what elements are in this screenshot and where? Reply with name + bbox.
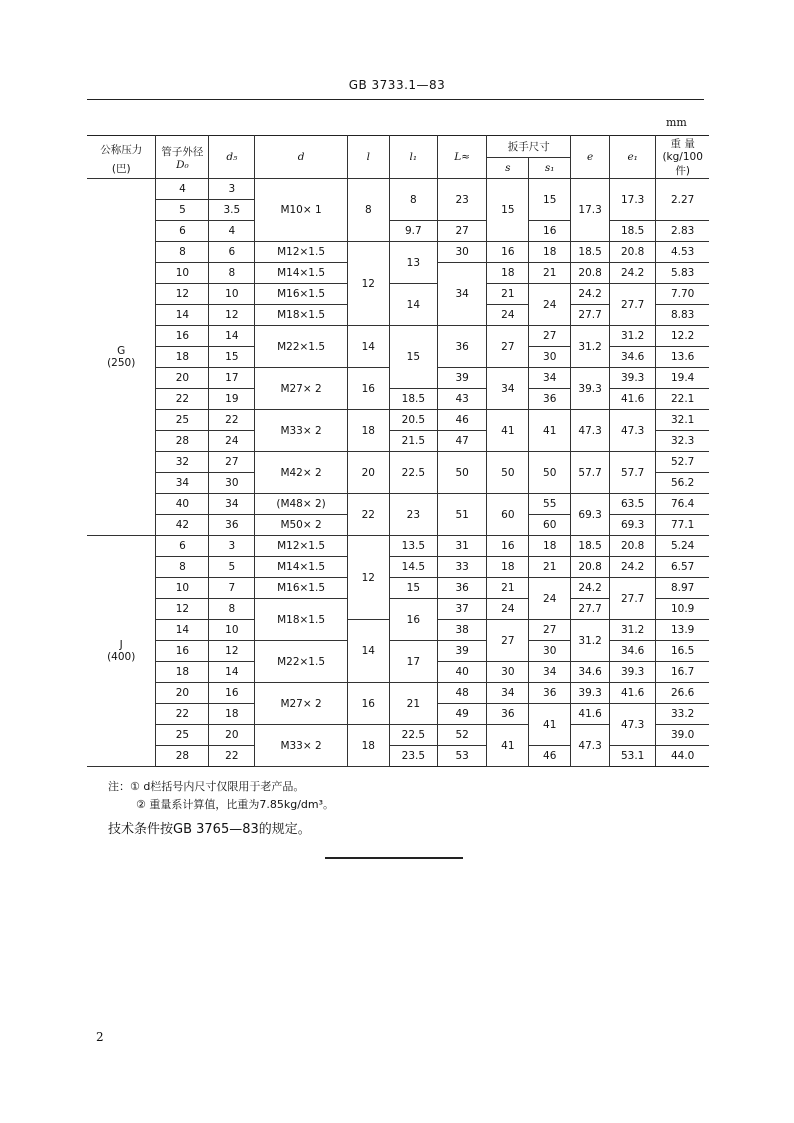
- cell-L: 30: [437, 242, 486, 263]
- cell-d5: 14: [209, 326, 255, 347]
- cell-weight: 44.0: [656, 746, 709, 767]
- cell-weight: 16.7: [656, 662, 709, 683]
- cell-weight: 10.9: [656, 599, 709, 620]
- cell-weight: 7.70: [656, 284, 709, 305]
- cell-L: 52: [437, 725, 486, 746]
- cell-l1: 20.5: [389, 410, 437, 431]
- table-row: [87, 389, 709, 410]
- cell-s: 41: [487, 410, 529, 452]
- group-j-label: J (400): [87, 536, 156, 767]
- cell-d5: 24: [209, 431, 255, 452]
- cell-weight: 2.83: [656, 221, 709, 242]
- cell-d: M18×1.5: [255, 305, 348, 326]
- cell-s1: 27: [529, 326, 571, 347]
- header-L: L≈: [437, 136, 486, 179]
- cell-d: M12×1.5: [255, 536, 348, 557]
- cell-weight: 8.97: [656, 578, 709, 599]
- cell-L: 48: [437, 683, 486, 704]
- cell-e: 57.7: [571, 452, 610, 494]
- cell-s1: 46: [529, 746, 571, 767]
- table-row: [87, 578, 709, 599]
- cell-e: 31.2: [571, 620, 610, 662]
- cell-e: 24.2: [571, 578, 610, 599]
- cell-d: M50× 2: [255, 515, 348, 536]
- cell-e1: 27.7: [610, 284, 656, 326]
- cell-L: 36: [437, 578, 486, 599]
- table-row: [87, 326, 709, 347]
- cell-d0: 25: [156, 410, 209, 431]
- cell-L: 38: [437, 620, 486, 641]
- dimension-table: [87, 135, 709, 767]
- cell-d0: 6: [156, 221, 209, 242]
- cell-d5: 15: [209, 347, 255, 368]
- cell-s1: 15: [529, 179, 571, 221]
- cell-s1: 21: [529, 557, 571, 578]
- cell-l: 16: [347, 368, 389, 410]
- cell-d0: 22: [156, 704, 209, 725]
- cell-L: 33: [437, 557, 486, 578]
- cell-d5: 19: [209, 389, 255, 410]
- cell-d: M18×1.5: [255, 599, 348, 641]
- table-row: [87, 284, 709, 305]
- cell-e1: 47.3: [610, 704, 656, 746]
- cell-d: M22×1.5: [255, 326, 348, 368]
- cell-e1: 31.2: [610, 620, 656, 641]
- cell-weight: 2.27: [656, 179, 709, 221]
- cell-e: 27.7: [571, 305, 610, 326]
- cell-e: 41.6: [571, 704, 610, 725]
- cell-l: 14: [347, 326, 389, 368]
- table-row: [87, 242, 709, 263]
- cell-d5: 14: [209, 662, 255, 683]
- cell-e1: 57.7: [610, 452, 656, 494]
- cell-l: 20: [347, 452, 389, 494]
- cell-L: 46: [437, 410, 486, 431]
- cell-s: 60: [487, 494, 529, 536]
- cell-e: 34.6: [571, 662, 610, 683]
- cell-d5: 17: [209, 368, 255, 389]
- cell-e: 18.5: [571, 242, 610, 263]
- table-row: [87, 683, 709, 704]
- cell-L: 50: [437, 452, 486, 494]
- cell-d: (M48× 2): [255, 494, 348, 515]
- cell-weight: 56.2: [656, 473, 709, 494]
- cell-s1: 30: [529, 347, 571, 368]
- cell-l1: 23: [389, 494, 437, 536]
- cell-d5: 4: [209, 221, 255, 242]
- cell-l1: 22.5: [389, 725, 437, 746]
- cell-e1: 18.5: [610, 221, 656, 242]
- cell-L: 34: [437, 263, 486, 326]
- cell-e1: 31.2: [610, 326, 656, 347]
- cell-d0: 28: [156, 746, 209, 767]
- cell-e1: 63.5: [610, 494, 656, 515]
- cell-e: 27.7: [571, 599, 610, 620]
- cell-d0: 34: [156, 473, 209, 494]
- cell-weight: 32.3: [656, 431, 709, 452]
- cell-d5: 27: [209, 452, 255, 473]
- cell-l: 8: [347, 179, 389, 242]
- cell-s1: 18: [529, 242, 571, 263]
- cell-e: 20.8: [571, 557, 610, 578]
- cell-d5: 3: [209, 536, 255, 557]
- cell-e: 20.8: [571, 263, 610, 284]
- cell-L: 23: [437, 179, 486, 221]
- cell-d0: 14: [156, 305, 209, 326]
- cell-d: M10× 1: [255, 179, 348, 242]
- cell-l1: 15: [389, 326, 437, 389]
- cell-e: 47.3: [571, 410, 610, 452]
- table-row: [87, 746, 709, 767]
- cell-weight: 22.1: [656, 389, 709, 410]
- cell-d0: 8: [156, 242, 209, 263]
- cell-l1: 18.5: [389, 389, 437, 410]
- cell-l1: 17: [389, 641, 437, 683]
- cell-e: 39.3: [571, 683, 610, 704]
- cell-l: 18: [347, 725, 389, 767]
- cell-weight: 39.0: [656, 725, 709, 746]
- cell-s1: 21: [529, 263, 571, 284]
- cell-d5: 3.5: [209, 200, 255, 221]
- cell-e1: 20.8: [610, 242, 656, 263]
- cell-e: 47.3: [571, 725, 610, 767]
- cell-e1: 47.3: [610, 410, 656, 452]
- cell-e1: 53.1: [610, 746, 656, 767]
- table-row: [87, 557, 709, 578]
- cell-e1: 41.6: [610, 683, 656, 704]
- cell-d5: 6: [209, 242, 255, 263]
- cell-s1: 41: [529, 410, 571, 452]
- cell-d0: 18: [156, 347, 209, 368]
- cell-s: 18: [487, 263, 529, 284]
- cell-l: 12: [347, 536, 389, 620]
- header-e: e: [571, 136, 610, 179]
- cell-d: M14×1.5: [255, 263, 348, 284]
- cell-l1: 21.5: [389, 431, 437, 452]
- cell-s: 15: [487, 179, 529, 242]
- cell-e: 31.2: [571, 326, 610, 368]
- cell-s: 30: [487, 662, 529, 683]
- page-number: 2: [96, 1030, 104, 1044]
- cell-e: 18.5: [571, 536, 610, 557]
- cell-s1: 24: [529, 284, 571, 326]
- cell-d0: 40: [156, 494, 209, 515]
- header-d: d: [255, 136, 348, 179]
- table-row: [87, 221, 709, 242]
- cell-d: M16×1.5: [255, 578, 348, 599]
- header-outer-dia: 管子外径 D₀: [156, 136, 209, 179]
- cell-d0: 12: [156, 284, 209, 305]
- cell-weight: 33.2: [656, 704, 709, 725]
- cell-s: 18: [487, 557, 529, 578]
- cell-d0: 14: [156, 620, 209, 641]
- cell-s1: 34: [529, 368, 571, 389]
- table-row: [87, 536, 709, 557]
- cell-d5: 7: [209, 578, 255, 599]
- cell-L: 39: [437, 368, 486, 389]
- cell-e1: 27.7: [610, 578, 656, 620]
- cell-l1: 16: [389, 599, 437, 641]
- header-l1: l₁: [389, 136, 437, 179]
- cell-s: 27: [487, 620, 529, 662]
- cell-l: 18: [347, 410, 389, 452]
- cell-e1: 41.6: [610, 389, 656, 410]
- cell-l1: 23.5: [389, 746, 437, 767]
- header-rule: [87, 99, 704, 100]
- cell-e1: 34.6: [610, 641, 656, 662]
- cell-l: 14: [347, 620, 389, 683]
- cell-d0: 6: [156, 536, 209, 557]
- cell-d5: 30: [209, 473, 255, 494]
- cell-s: 34: [487, 368, 529, 410]
- cell-L: 49: [437, 704, 486, 725]
- header-e1: e₁: [610, 136, 656, 179]
- end-rule: [325, 857, 463, 859]
- note-1: 注：① d栏括号内尺寸仅限用于老产品。: [108, 780, 305, 793]
- technical-conditions: 技术条件按GB 3765—83的规定。: [108, 822, 311, 837]
- cell-d5: 3: [209, 179, 255, 200]
- cell-d: M33× 2: [255, 410, 348, 452]
- cell-d0: 25: [156, 725, 209, 746]
- cell-d0: 10: [156, 263, 209, 284]
- header-wrench: 扳手尺寸: [487, 136, 571, 158]
- cell-L: 27: [437, 221, 486, 242]
- table-notes: [108, 778, 334, 814]
- header-s: s: [487, 157, 529, 179]
- cell-s1: 34: [529, 662, 571, 683]
- table-row: [87, 452, 709, 473]
- cell-weight: 16.5: [656, 641, 709, 662]
- cell-d5: 20: [209, 725, 255, 746]
- cell-L: 51: [437, 494, 486, 536]
- cell-weight: 12.2: [656, 326, 709, 347]
- cell-e1: 24.2: [610, 263, 656, 284]
- header-s1: s₁: [529, 157, 571, 179]
- cell-l: 16: [347, 683, 389, 725]
- cell-weight: 5.83: [656, 263, 709, 284]
- cell-d5: 5: [209, 557, 255, 578]
- cell-l1: 13.5: [389, 536, 437, 557]
- cell-e: 17.3: [571, 179, 610, 242]
- cell-l: 22: [347, 494, 389, 536]
- cell-weight: 8.83: [656, 305, 709, 326]
- cell-d5: 10: [209, 620, 255, 641]
- cell-s: 36: [487, 704, 529, 725]
- cell-s1: 55: [529, 494, 571, 515]
- cell-d0: 12: [156, 599, 209, 620]
- cell-L: 47: [437, 431, 486, 452]
- cell-l: 12: [347, 242, 389, 326]
- cell-s1: 36: [529, 389, 571, 410]
- group-g-label: G (250): [87, 179, 156, 536]
- cell-d0: 10: [156, 578, 209, 599]
- cell-s1: 41: [529, 704, 571, 746]
- cell-s1: 24: [529, 578, 571, 620]
- cell-l1: 15: [389, 578, 437, 599]
- cell-d0: 32: [156, 452, 209, 473]
- cell-d5: 22: [209, 410, 255, 431]
- cell-weight: 52.7: [656, 452, 709, 473]
- cell-L: 53: [437, 746, 486, 767]
- cell-d: M12×1.5: [255, 242, 348, 263]
- cell-s: 21: [487, 578, 529, 599]
- cell-d: M27× 2: [255, 368, 348, 410]
- cell-s: 50: [487, 452, 529, 494]
- table-row: [87, 494, 709, 515]
- cell-d0: 4: [156, 179, 209, 200]
- cell-l1: 8: [389, 179, 437, 221]
- cell-s: 27: [487, 326, 529, 368]
- cell-d0: 8: [156, 557, 209, 578]
- cell-weight: 76.4: [656, 494, 709, 515]
- cell-d0: 16: [156, 326, 209, 347]
- cell-weight: 77.1: [656, 515, 709, 536]
- cell-d5: 22: [209, 746, 255, 767]
- table-row: [87, 179, 709, 200]
- cell-d0: 42: [156, 515, 209, 536]
- cell-weight: 4.53: [656, 242, 709, 263]
- cell-l1: 14: [389, 284, 437, 326]
- cell-d: M14×1.5: [255, 557, 348, 578]
- standard-header: GB 3733.1—83: [348, 78, 446, 92]
- cell-e: 24.2: [571, 284, 610, 305]
- cell-L: 37: [437, 599, 486, 620]
- cell-s1: 36: [529, 683, 571, 704]
- table-row: [87, 641, 709, 662]
- cell-d: M22×1.5: [255, 641, 348, 683]
- cell-d: M27× 2: [255, 683, 348, 725]
- cell-d0: 28: [156, 431, 209, 452]
- cell-L: 40: [437, 662, 486, 683]
- cell-l1: 21: [389, 683, 437, 725]
- cell-d5: 18: [209, 704, 255, 725]
- cell-d0: 5: [156, 200, 209, 221]
- cell-L: 39: [437, 641, 486, 662]
- cell-s1: 30: [529, 641, 571, 662]
- cell-d0: 20: [156, 683, 209, 704]
- cell-d0: 16: [156, 641, 209, 662]
- cell-d0: 18: [156, 662, 209, 683]
- cell-weight: 13.9: [656, 620, 709, 641]
- cell-d: M42× 2: [255, 452, 348, 494]
- cell-e1: 69.3: [610, 515, 656, 536]
- cell-l1: 9.7: [389, 221, 437, 242]
- cell-d5: 36: [209, 515, 255, 536]
- header-pressure: 公称压力 (巴): [87, 136, 156, 179]
- cell-s: 16: [487, 536, 529, 557]
- cell-d0: 22: [156, 389, 209, 410]
- cell-d0: 20: [156, 368, 209, 389]
- cell-s: 21: [487, 284, 529, 305]
- cell-weight: 19.4: [656, 368, 709, 389]
- cell-l1: 14.5: [389, 557, 437, 578]
- cell-s: 24: [487, 305, 529, 326]
- cell-s1: 50: [529, 452, 571, 494]
- cell-e1: 17.3: [610, 179, 656, 221]
- cell-s1: 27: [529, 620, 571, 641]
- cell-d: M33× 2: [255, 725, 348, 767]
- cell-e: 39.3: [571, 368, 610, 410]
- header-l: l: [347, 136, 389, 179]
- cell-l1: 13: [389, 242, 437, 284]
- unit-label: mm: [666, 116, 687, 129]
- cell-s: 34: [487, 683, 529, 704]
- cell-weight: 6.57: [656, 557, 709, 578]
- header-weight: 重 量 (kg/100件): [656, 136, 709, 179]
- cell-e: 69.3: [571, 494, 610, 536]
- cell-L: 43: [437, 389, 486, 410]
- cell-d5: 34: [209, 494, 255, 515]
- cell-e1: 20.8: [610, 536, 656, 557]
- cell-s: 41: [487, 725, 529, 767]
- cell-e1: 34.6: [610, 347, 656, 368]
- cell-s: 24: [487, 599, 529, 620]
- cell-weight: 26.6: [656, 683, 709, 704]
- cell-d5: 16: [209, 683, 255, 704]
- cell-e1: 39.3: [610, 368, 656, 389]
- cell-d: M16×1.5: [255, 284, 348, 305]
- table-row: [87, 410, 709, 431]
- cell-weight: 13.6: [656, 347, 709, 368]
- cell-L: 36: [437, 326, 486, 368]
- cell-s1: 18: [529, 536, 571, 557]
- cell-s1: 16: [529, 221, 571, 242]
- cell-s: 16: [487, 242, 529, 263]
- cell-weight: 32.1: [656, 410, 709, 431]
- cell-d5: 8: [209, 599, 255, 620]
- cell-d5: 10: [209, 284, 255, 305]
- cell-s1: 60: [529, 515, 571, 536]
- cell-e1: 39.3: [610, 662, 656, 683]
- cell-weight: 5.24: [656, 536, 709, 557]
- cell-l1: 22.5: [389, 452, 437, 494]
- cell-L: 31: [437, 536, 486, 557]
- cell-d5: 12: [209, 641, 255, 662]
- cell-d5: 12: [209, 305, 255, 326]
- cell-d5: 8: [209, 263, 255, 284]
- header-d5: d₅: [209, 136, 255, 179]
- cell-e1: 24.2: [610, 557, 656, 578]
- note-2: ② 重量系计算值，比重为7.85kg/dm³。: [136, 798, 335, 811]
